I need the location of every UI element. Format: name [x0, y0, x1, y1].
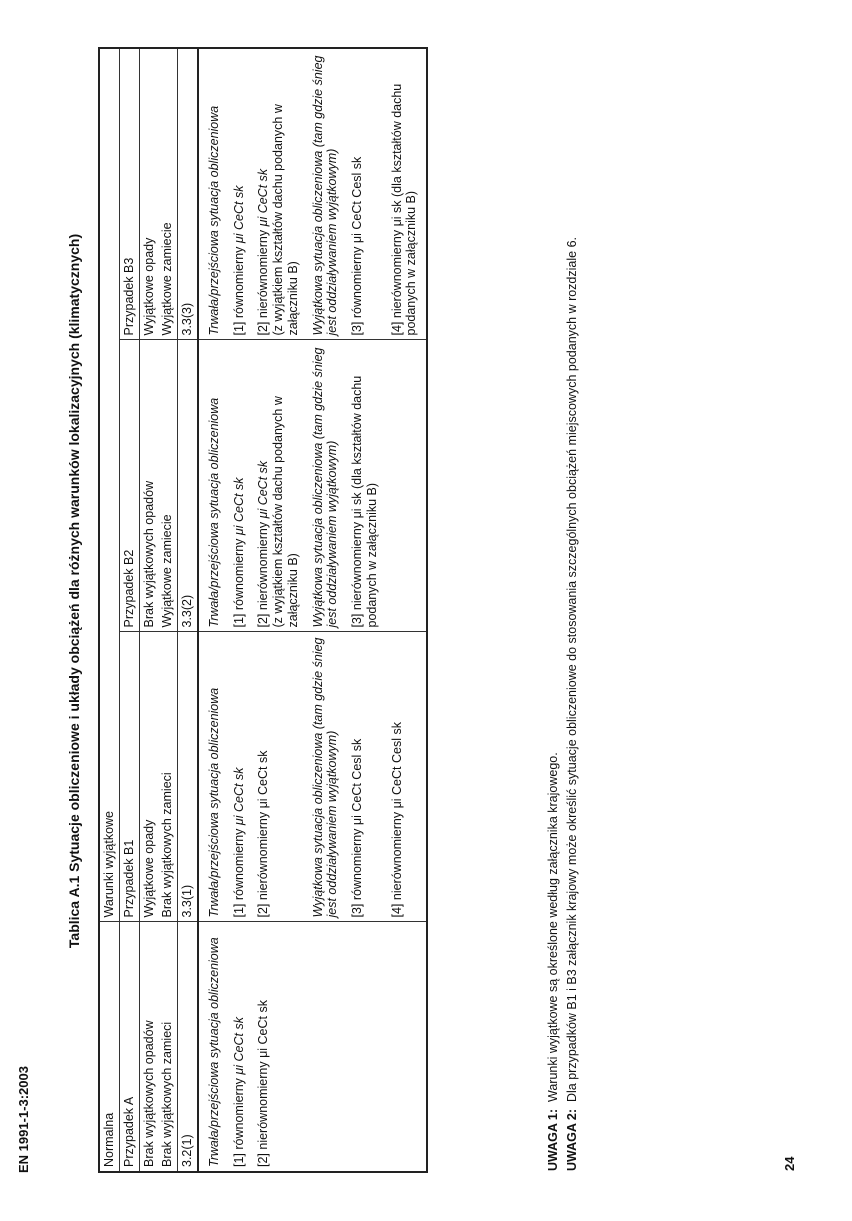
document-id: EN 1991-1-3:2003	[16, 1066, 31, 1173]
uniform-load	[224, 922, 249, 1172]
design-situations-table	[98, 47, 428, 1173]
table-row	[248, 48, 302, 1172]
load-condition: (z wyjątkiem kształtów dachu podanych w załączniku B)	[271, 396, 300, 628]
table-title: Tablica A.1 Sytuacje obliczeniowe i układy obciążeń dla różnych warunków lokalizacyjnych (klimatycznych)	[66, 233, 82, 949]
load-formula: μi CeCt sk	[256, 168, 271, 227]
clause-ref: 3.2(1)	[178, 922, 198, 1172]
note-2: UWAGA 2: Dla przypadków B1 i B3 załącznik krajowy może określić sytuacje obliczeniowe do stosowania szczególnych obciążeń miejscowych podanych w rozdziale 6.	[565, 237, 579, 1171]
header-normal: Normalna	[99, 922, 119, 1172]
note-label: UWAGA 2	[565, 1113, 579, 1171]
load-formula: μi CeCt sk	[231, 185, 246, 244]
table-row	[119, 48, 139, 1172]
persistent-situation: Trwała/przejściowa sytuacja obliczeniowa	[198, 48, 224, 340]
cell: Brak wyjątkowych zamieci	[158, 922, 177, 1172]
accidental-load: [3] nierównomierny μi sk (dla kształtów dachu podanych w załączniku B)	[342, 340, 382, 632]
cell: Wyjątkowe zamiecie	[158, 48, 177, 340]
table-row	[303, 48, 343, 1172]
accidental-load: [4] nierównomierny μi sk (dla kształtów dachu podanych w załączniku B)	[382, 48, 427, 340]
case-b3: Przypadek B3	[119, 48, 139, 340]
persistent-situation: Trwała/przejściowa sytuacja obliczeniowa	[206, 937, 221, 1167]
load-label: [1] równomierny	[231, 246, 246, 336]
persistent-situation: Trwała/przejściowa sytuacja obliczeniowa	[198, 632, 224, 922]
persistent-situation: Trwała/przejściowa sytuacja obliczeniowa	[198, 340, 224, 632]
drift-load	[248, 340, 302, 632]
load-formula: μi CeCt sk	[231, 1017, 246, 1075]
uniform-load	[224, 340, 249, 632]
page-number: 24	[782, 1156, 797, 1171]
load-condition: (z wyjątkiem kształtów dachu podanych w załączniku B)	[271, 104, 300, 336]
load-formula: μi CeCt sk	[231, 767, 246, 826]
cell: Brak wyjątkowych opadów	[139, 340, 158, 632]
cell: Wyjątkowe zamiecie	[158, 340, 177, 632]
cell: Brak wyjątkowych zamieci	[158, 632, 177, 922]
accidental-load: [3] równomierny μi CeCt Cesl sk	[342, 48, 382, 340]
table-row	[224, 48, 249, 1172]
accidental-load: [4] nierównomierny μi CeCt Cesl sk	[382, 632, 427, 922]
case-a: Przypadek A	[119, 922, 139, 1172]
table-row	[342, 48, 382, 1172]
clause-ref: 3.3(2)	[178, 340, 198, 632]
cell: Wyjątkowe opady	[139, 48, 158, 340]
note-label: UWAGA 1	[546, 1113, 560, 1171]
clause-ref: 3.3(1)	[178, 632, 198, 922]
note-1: UWAGA 1: Warunki wyjątkowe są określone według załącznika krajowego.	[546, 752, 560, 1171]
table-row	[158, 48, 177, 1172]
note-text: Warunki wyjątkowe są określone według załącznika krajowego.	[546, 752, 560, 1102]
accidental-situation: Wyjątkowa sytuacja obliczeniowa (tam gdzie śnieg jest oddziaływaniem wyjątkowym)	[303, 632, 343, 922]
load-formula: μi CeCt sk	[256, 460, 271, 519]
case-b1: Przypadek B1	[119, 632, 139, 922]
load-formula: μi CeCt sk	[231, 477, 246, 536]
accidental-situation: Wyjątkowa sytuacja obliczeniowa (tam gdzie śnieg jest oddziaływaniem wyjątkowym)	[303, 340, 343, 632]
header-exceptional: Warunki wyjątkowe	[99, 48, 119, 922]
note-text: Dla przypadków B1 i B3 załącznik krajowy może określić sytuacje obliczeniowe do stosowania szczególnych obciążeń miejscowych podanych w rozdziale 6.	[565, 237, 579, 1102]
drift-load: [2] nierównomierny μi CeCt sk	[256, 1000, 271, 1167]
table-row	[139, 48, 158, 1172]
load-label: [1] równomierny	[231, 538, 246, 628]
table-row	[99, 48, 119, 1172]
drift-load: [2] nierównomierny μi CeCt sk	[248, 632, 302, 922]
uniform-load	[224, 632, 249, 922]
drift-load	[248, 48, 302, 340]
accidental-load: [3] równomierny μi CeCt Cesl sk	[342, 632, 382, 922]
table-row	[178, 48, 198, 1172]
cell: Brak wyjątkowych opadów	[141, 1020, 156, 1167]
cell: Wyjątkowe opady	[139, 632, 158, 922]
load-label: [1] równomierny	[231, 1078, 246, 1167]
load-label: [2] nierównomierny	[256, 521, 271, 628]
load-label: [2] nierównomierny	[256, 229, 271, 336]
table-row	[382, 48, 427, 1172]
case-b2: Przypadek B2	[119, 340, 139, 632]
clause-ref: 3.3(3)	[178, 48, 198, 340]
table-row	[198, 48, 224, 1172]
accidental-situation: Wyjątkowa sytuacja obliczeniowa (tam gdzie śnieg jest oddziaływaniem wyjątkowym)	[303, 48, 343, 340]
uniform-load	[224, 48, 249, 340]
load-label: [1] równomierny	[231, 828, 246, 918]
